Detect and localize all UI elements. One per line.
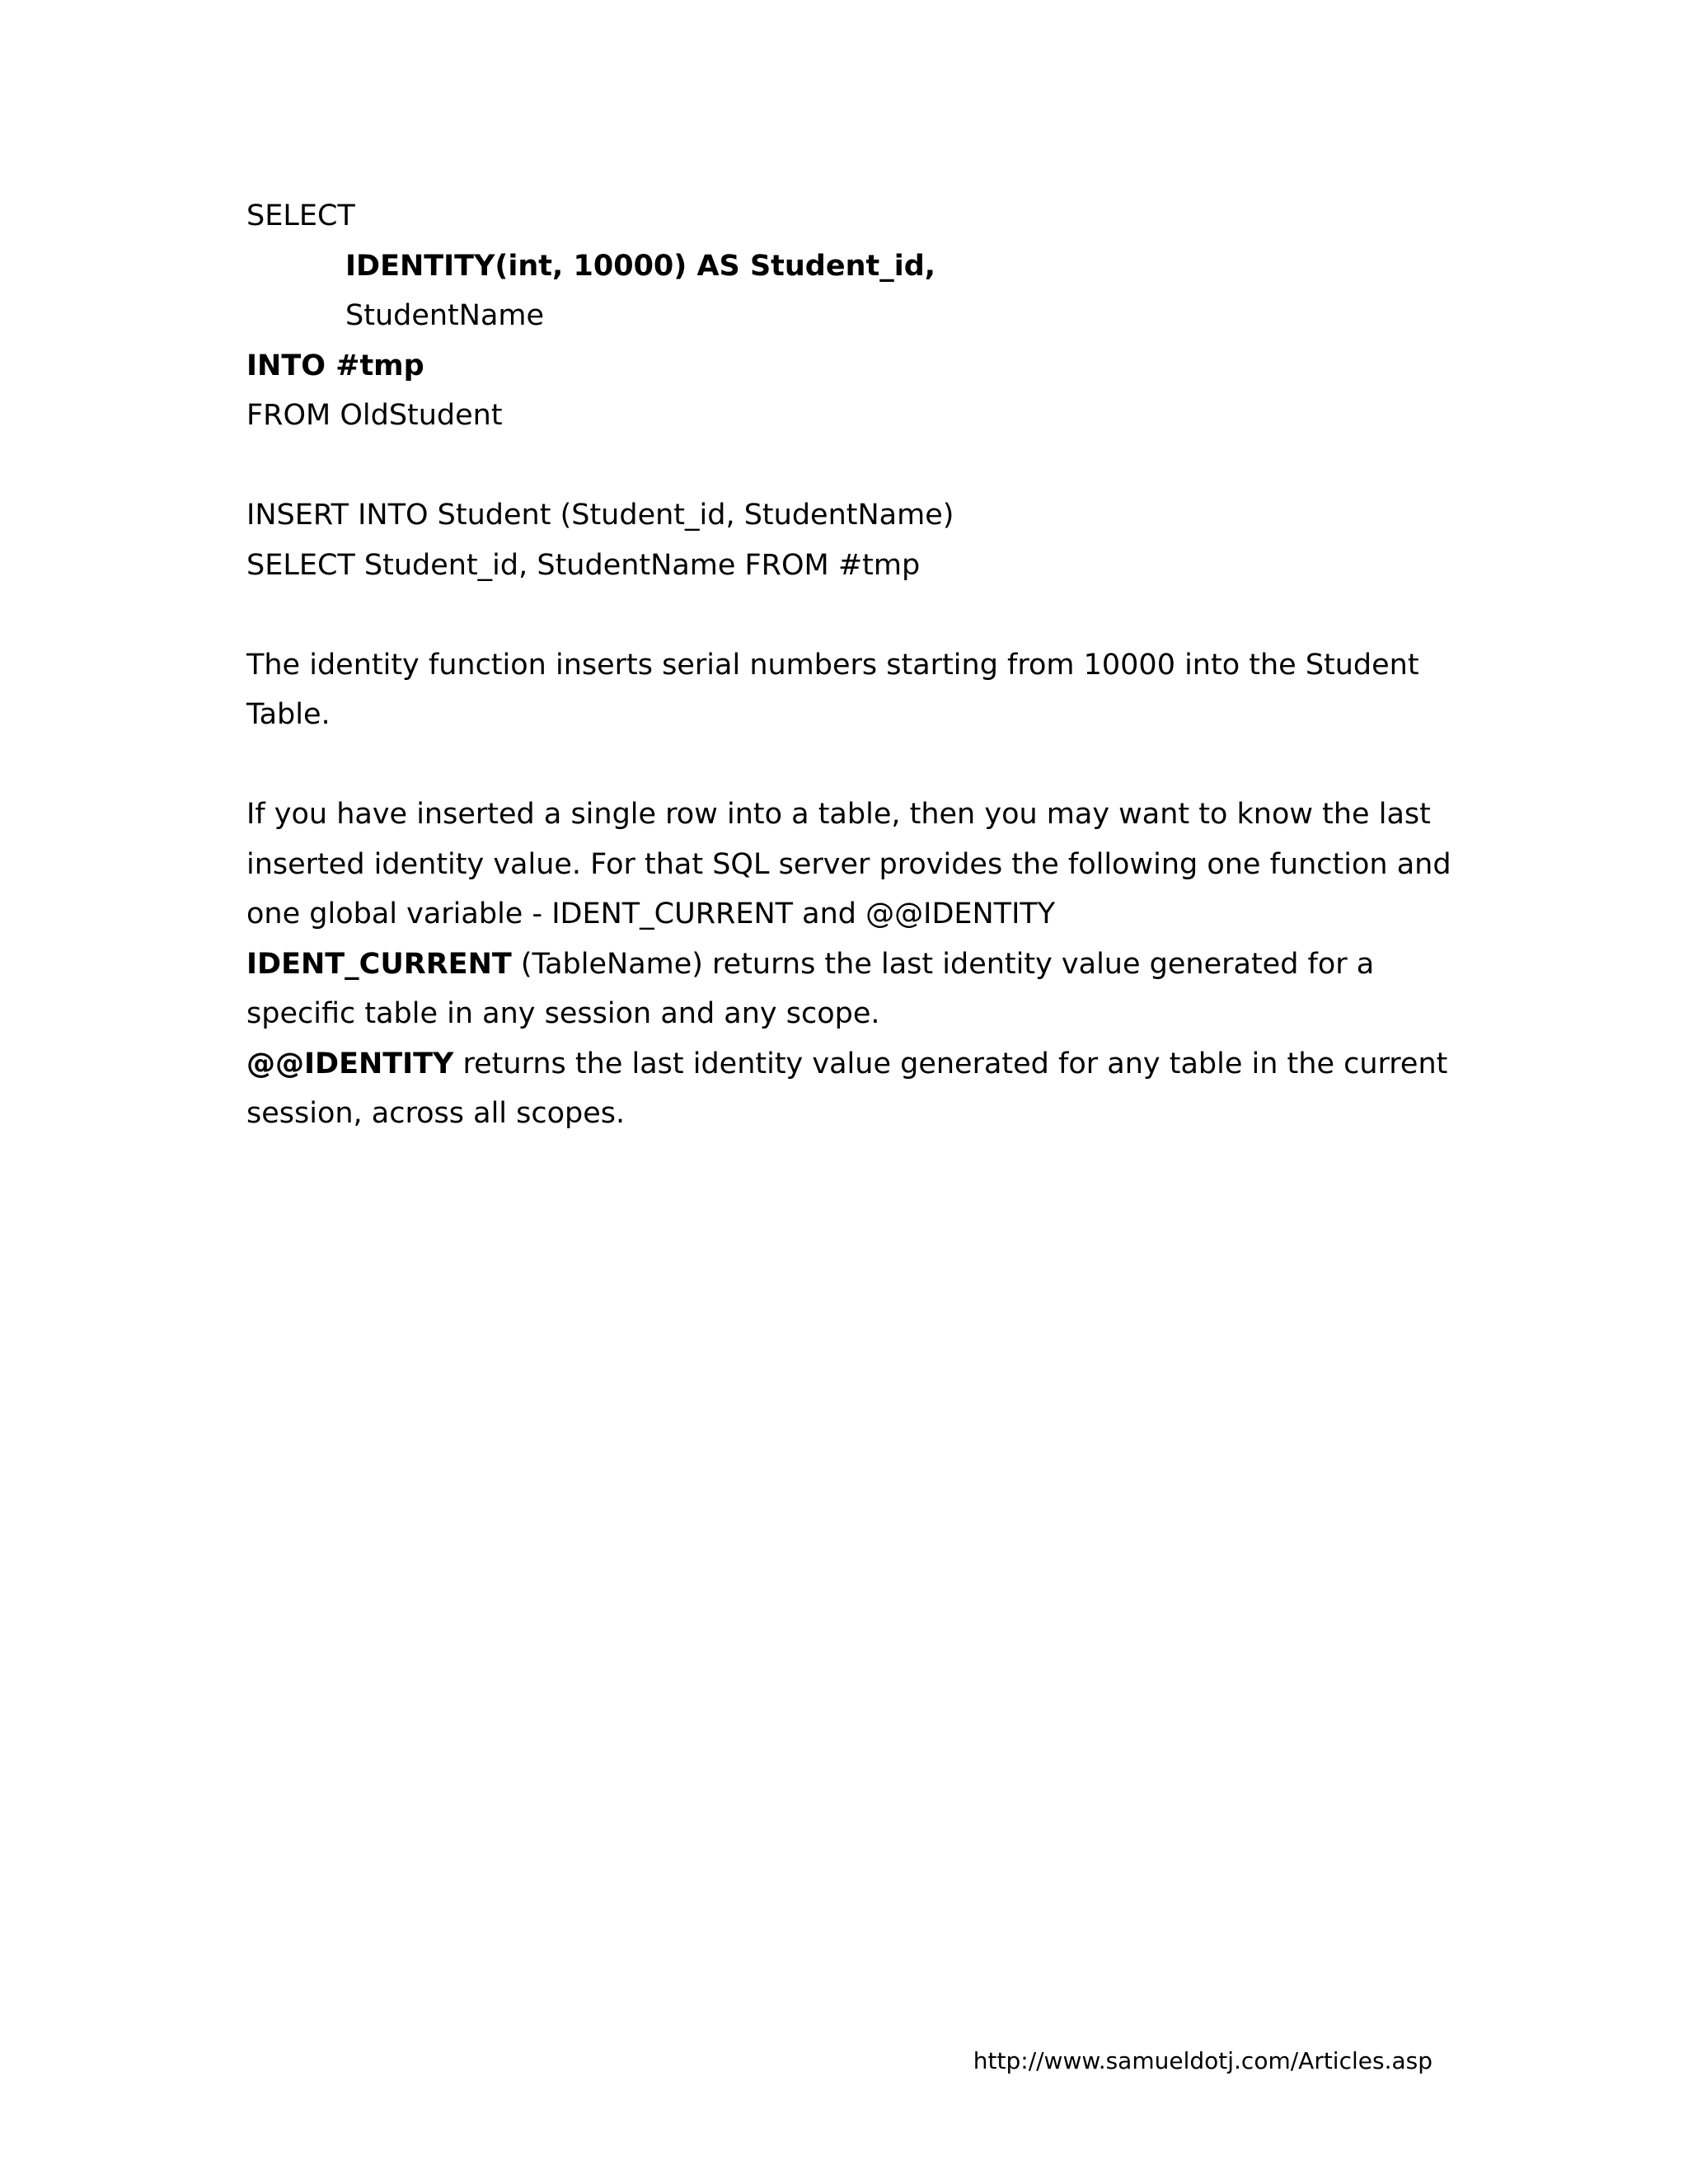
code-select-keyword: SELECT [246,199,355,232]
footer-url: http://www.samueldotj.com/Articles.asp [973,2047,1432,2074]
paragraph-last-identity [246,790,1450,1139]
identity-term: @@IDENTITY [246,1047,454,1080]
paragraph-line: Table. [246,698,331,731]
paragraph-line: session, across all scopes. [246,1097,626,1130]
blank-line [246,740,1450,790]
code-select-line: SELECT Student_id, StudentName FROM #tmp [246,548,921,582]
paragraph-identity-function [246,640,1450,740]
identity-description: returns the last identity value generated for any table in the current [453,1047,1448,1080]
code-into-line: INTO #tmp [246,349,424,382]
paragraph-line: inserted identity value. For that SQL server provides the following one function and [246,847,1451,881]
paragraph-line: The identity function inserts serial numbers starting from 10000 into the Student [246,648,1419,682]
ident-current-term: IDENT_CURRENT [246,947,512,981]
ident-current-definition-line [246,940,1450,990]
paragraph-line: If you have inserted a single row into a table, then you may want to know the last [246,798,1431,831]
paragraph-line: specific table in any session and any scope. [246,997,880,1030]
document-body [246,191,1450,1139]
blank-line [246,590,1450,640]
code-student-name: StudentName [345,299,545,332]
code-from-line: FROM OldStudent [246,399,503,432]
blank-line [246,441,1450,491]
paragraph-line: one global variable - IDENT_CURRENT and @@IDENTITY [246,898,1056,930]
code-identity-line: IDENTITY(int, 10000) AS Student_id, [345,249,936,283]
identity-definition-line [246,1039,1450,1090]
ident-current-description: (TableName) returns the last identity value generated for a [511,947,1375,981]
code-insert-line: INSERT INTO Student (Student_id, StudentName) [246,499,954,532]
